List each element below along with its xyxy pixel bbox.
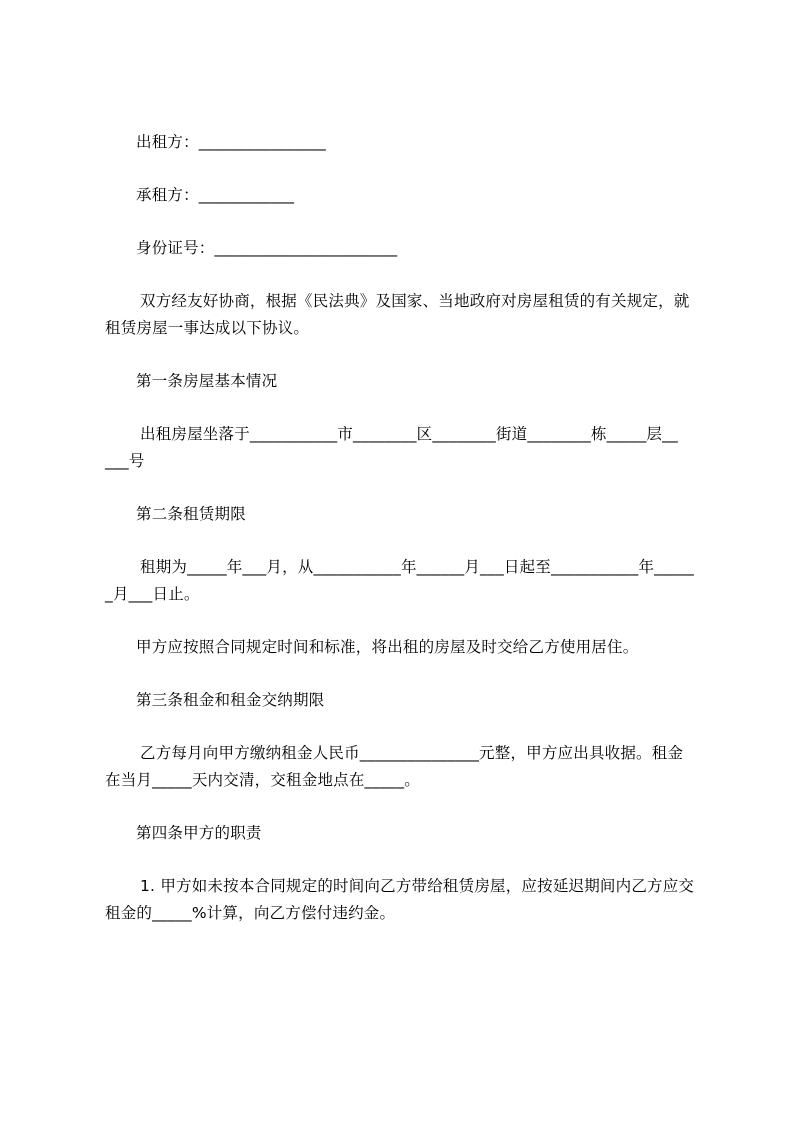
preamble-line-2: 租赁房屋一事达成以下协议。	[105, 319, 310, 337]
article-2-line-1: 租期为_____年___月，从___________年______月___日起至___________年_____	[140, 558, 694, 576]
article-2-paragraph-2: 甲方应按照合同规定时间和标准，将出租的房屋及时交给乙方使用居住。	[136, 638, 639, 656]
article-2-title: 第二条租赁期限	[136, 505, 246, 523]
article-4-item-1-line-2: 租金的_____%计算，向乙方偿付违约金。	[105, 904, 396, 922]
id-number-line: 身份证号：_______________________	[136, 239, 398, 257]
article-3-line-2: 在当月_____天内交清，交租金地点在_____。	[105, 771, 421, 789]
article-4-item-1-line-1: 1. 甲方如未按本合同规定的时间向乙方带给租赁房屋，应按延迟期间内乙方应交	[140, 877, 695, 895]
article-1-line-2: ___号	[105, 452, 145, 470]
preamble-line-1: 双方经友好协商，根据《民法典》及国家、当地政府对房屋租赁的有关规定，就	[140, 292, 690, 310]
article-4-title: 第四条甲方的职责	[136, 824, 262, 842]
article-1-title: 第一条房屋基本情况	[136, 372, 278, 390]
article-1-line-1: 出租房屋坐落于___________市________区________街道________栋_____层__	[140, 425, 679, 443]
article-3-line-1: 乙方每月向甲方缴纳租金人民币_______________元整，甲方应出具收据。租金	[140, 744, 684, 762]
lessor-line: 出租方：________________	[136, 133, 327, 151]
article-2-line-2: _月___日止。	[105, 585, 200, 603]
article-3-title: 第三条租金和租金交纳期限	[136, 691, 325, 709]
lessee-line: 承租方：____________	[136, 186, 295, 204]
